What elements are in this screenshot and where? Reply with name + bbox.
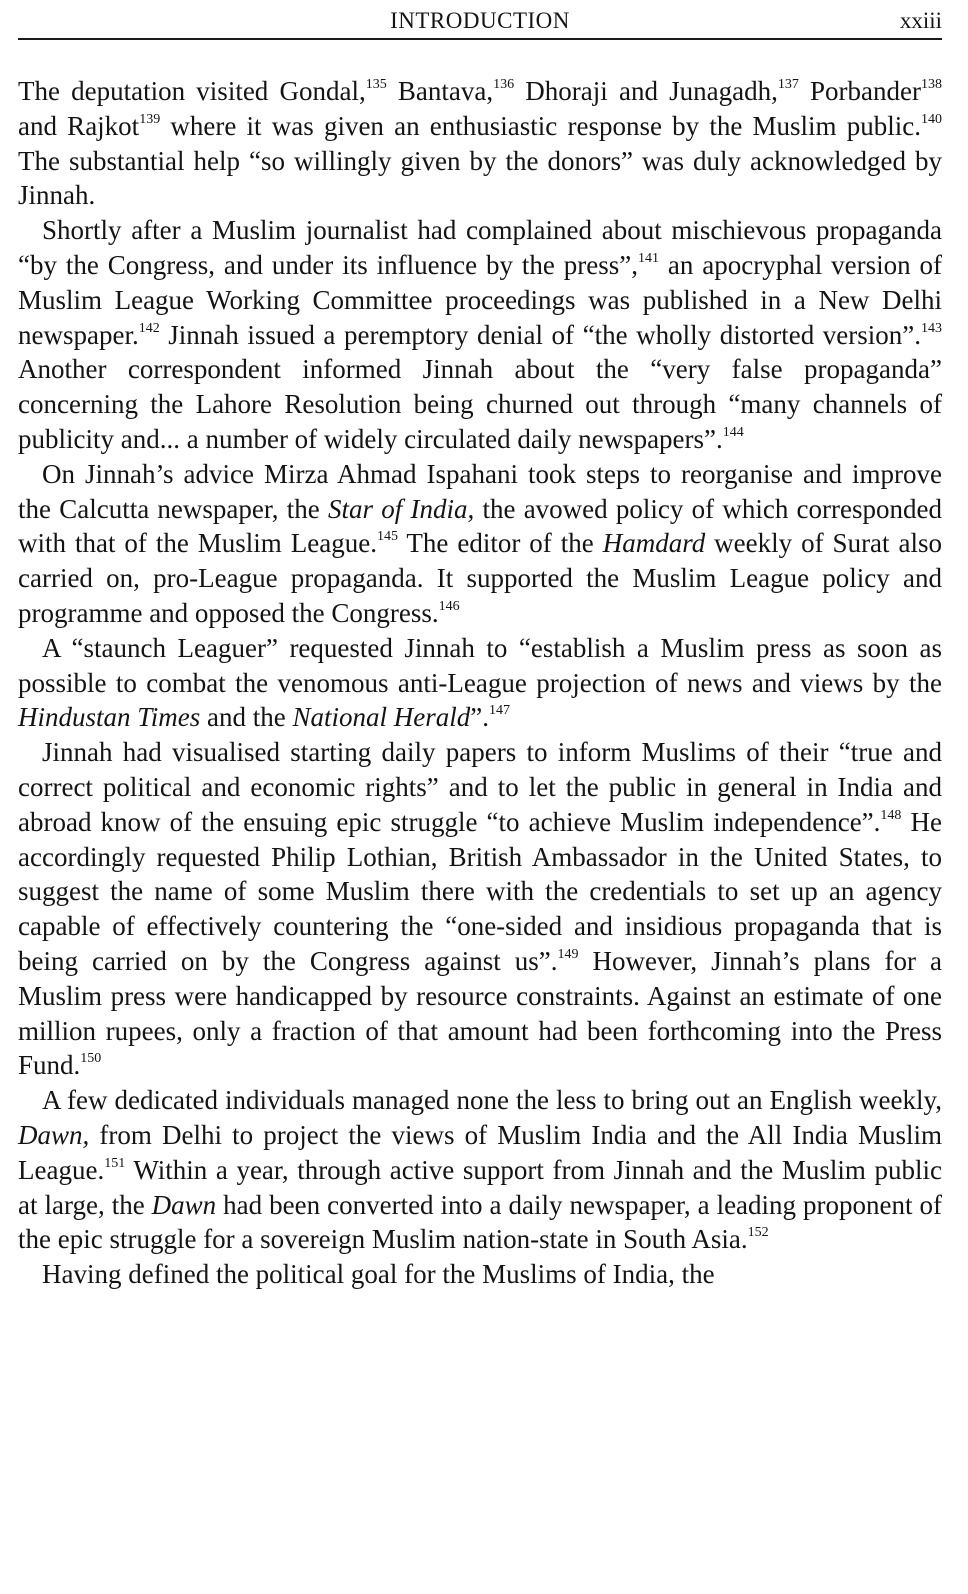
text-run: the avowed policy of which corresponded with that of the Muslim League. — [18, 493, 942, 559]
footnote-marker: 139 — [139, 111, 161, 127]
body-text — [18, 74, 942, 1292]
text-run: The deputation visited Gondal, — [18, 76, 366, 106]
footnote-marker: 150 — [80, 1051, 102, 1067]
footnote-marker: 138 — [921, 77, 943, 92]
footnote-marker: 142 — [138, 320, 160, 336]
chapter-title: INTRODUCTION — [390, 8, 570, 33]
paragraph — [18, 74, 942, 213]
paragraph — [18, 1257, 942, 1292]
italic-title: Dawn, — [18, 1119, 90, 1150]
footnote-marker: 147 — [489, 703, 511, 719]
italic-title: Hindustan Times — [18, 702, 201, 733]
text-run: ”. — [470, 702, 490, 733]
text-run: weekly of Surat also carried on, pro-League propaganda. It supported the Muslim League policy and programme and opposed the Congress. — [18, 528, 942, 628]
footnote-marker: 136 — [493, 77, 515, 92]
footnote-marker: 151 — [104, 1155, 126, 1171]
paragraph — [18, 631, 942, 735]
text-run: The substantial help “so willingly given by the donors” was duly acknowledged by Jinnah. — [18, 145, 942, 211]
footnote-marker: 148 — [880, 807, 902, 823]
text-run: Having defined the political goal for the Muslims of India, the — [42, 1259, 715, 1290]
italic-title: National Herald — [292, 702, 471, 733]
text-run: The editor of the — [397, 528, 603, 559]
text-run: from Delhi to project the views of Muslim India and the All India Muslim League. — [18, 1119, 942, 1185]
text-run: an apocryphal version of Muslim League Working Committee proceedings was published in a New Delhi newspaper. — [18, 249, 943, 350]
footnote-marker: 135 — [365, 77, 387, 92]
text-run: Dhoraji and Junagadh, — [514, 76, 778, 106]
italic-title: Hamdard — [602, 528, 706, 559]
footnote-marker: 144 — [722, 424, 744, 440]
footnote-marker: 140 — [921, 111, 942, 127]
text-run: A few dedicated individuals managed none the less to bring out an English weekly, — [42, 1085, 942, 1116]
footnote-marker: 143 — [921, 320, 942, 336]
paragraph — [18, 213, 942, 457]
text-run: had been converted into a daily newspaper, a leading proponent of the epic struggle for a sovereign Muslim nation-state in South Asia. — [18, 1189, 942, 1255]
text-run: Porbander — [798, 76, 922, 106]
text-run: Bantava, — [386, 76, 494, 106]
text-run: where it was given an enthusiastic response by the Muslim public. — [160, 110, 921, 141]
text-run: Jinnah issued a peremptory denial of “the wholly distorted version”. — [159, 319, 921, 350]
text-run: and the — [200, 702, 293, 733]
paragraph — [18, 457, 942, 631]
text-run: On Jinnah’s advice Mirza Ahmad Ispahani took steps to reorganise and improve the Calcutta newspaper, the — [18, 458, 942, 524]
footnote-marker: 149 — [557, 946, 579, 962]
italic-title: Dawn — [151, 1189, 217, 1220]
text-run: Within a year, through active support from Jinnah and the Muslim public at large, the — [18, 1154, 942, 1220]
footnote-marker: 145 — [376, 529, 398, 545]
text-run: Jinnah had visualised starting daily papers to inform Muslims of their “true and correct political and economic rights” and to let the public in general in India and abroad know of the ensuing epic struggle “to achieve Muslim independence”. — [18, 737, 942, 837]
italic-title: Star of India, — [328, 493, 475, 524]
footnote-marker: 137 — [777, 77, 799, 92]
running-header — [18, 4, 942, 40]
text-run: He accordingly requested Philip Lothian, British Ambassador in the United States, to suggest the name of some Muslim there with the credentials to set up an agency capable of effectively countering the “one-sided and insidious propaganda that is being carried on by the Congress against us”. — [18, 806, 942, 976]
footnote-marker: 152 — [747, 1225, 769, 1241]
footnote-marker: 146 — [438, 598, 460, 614]
footnote-marker: 141 — [637, 250, 659, 266]
paragraph — [18, 735, 942, 1083]
text-run: A “staunch Leaguer” requested Jinnah to “establish a Muslim press as soon as possible to combat the venomous anti-League projection of news and views by the — [18, 632, 942, 698]
text-run: and Rajkot — [18, 110, 140, 141]
page-number: xxiii — [899, 8, 942, 33]
text-run: Shortly after a Muslim journalist had complained about mischievous propaganda “by the Congress, and under its influence by the press”, — [18, 215, 942, 280]
paragraph — [18, 1083, 942, 1257]
text-run: Another correspondent informed Jinnah about the “very false propaganda” concerning the Lahore Resolution being churned out through “many channels of publicity and... a number of widely circulated daily newspapers”. — [18, 354, 942, 454]
text-run: However, Jinnah’s plans for a Muslim press were handicapped by resource constraints. Against an estimate of one million rupees, only a fraction of that amount had been forthcoming into the Press Fund. — [18, 945, 942, 1081]
